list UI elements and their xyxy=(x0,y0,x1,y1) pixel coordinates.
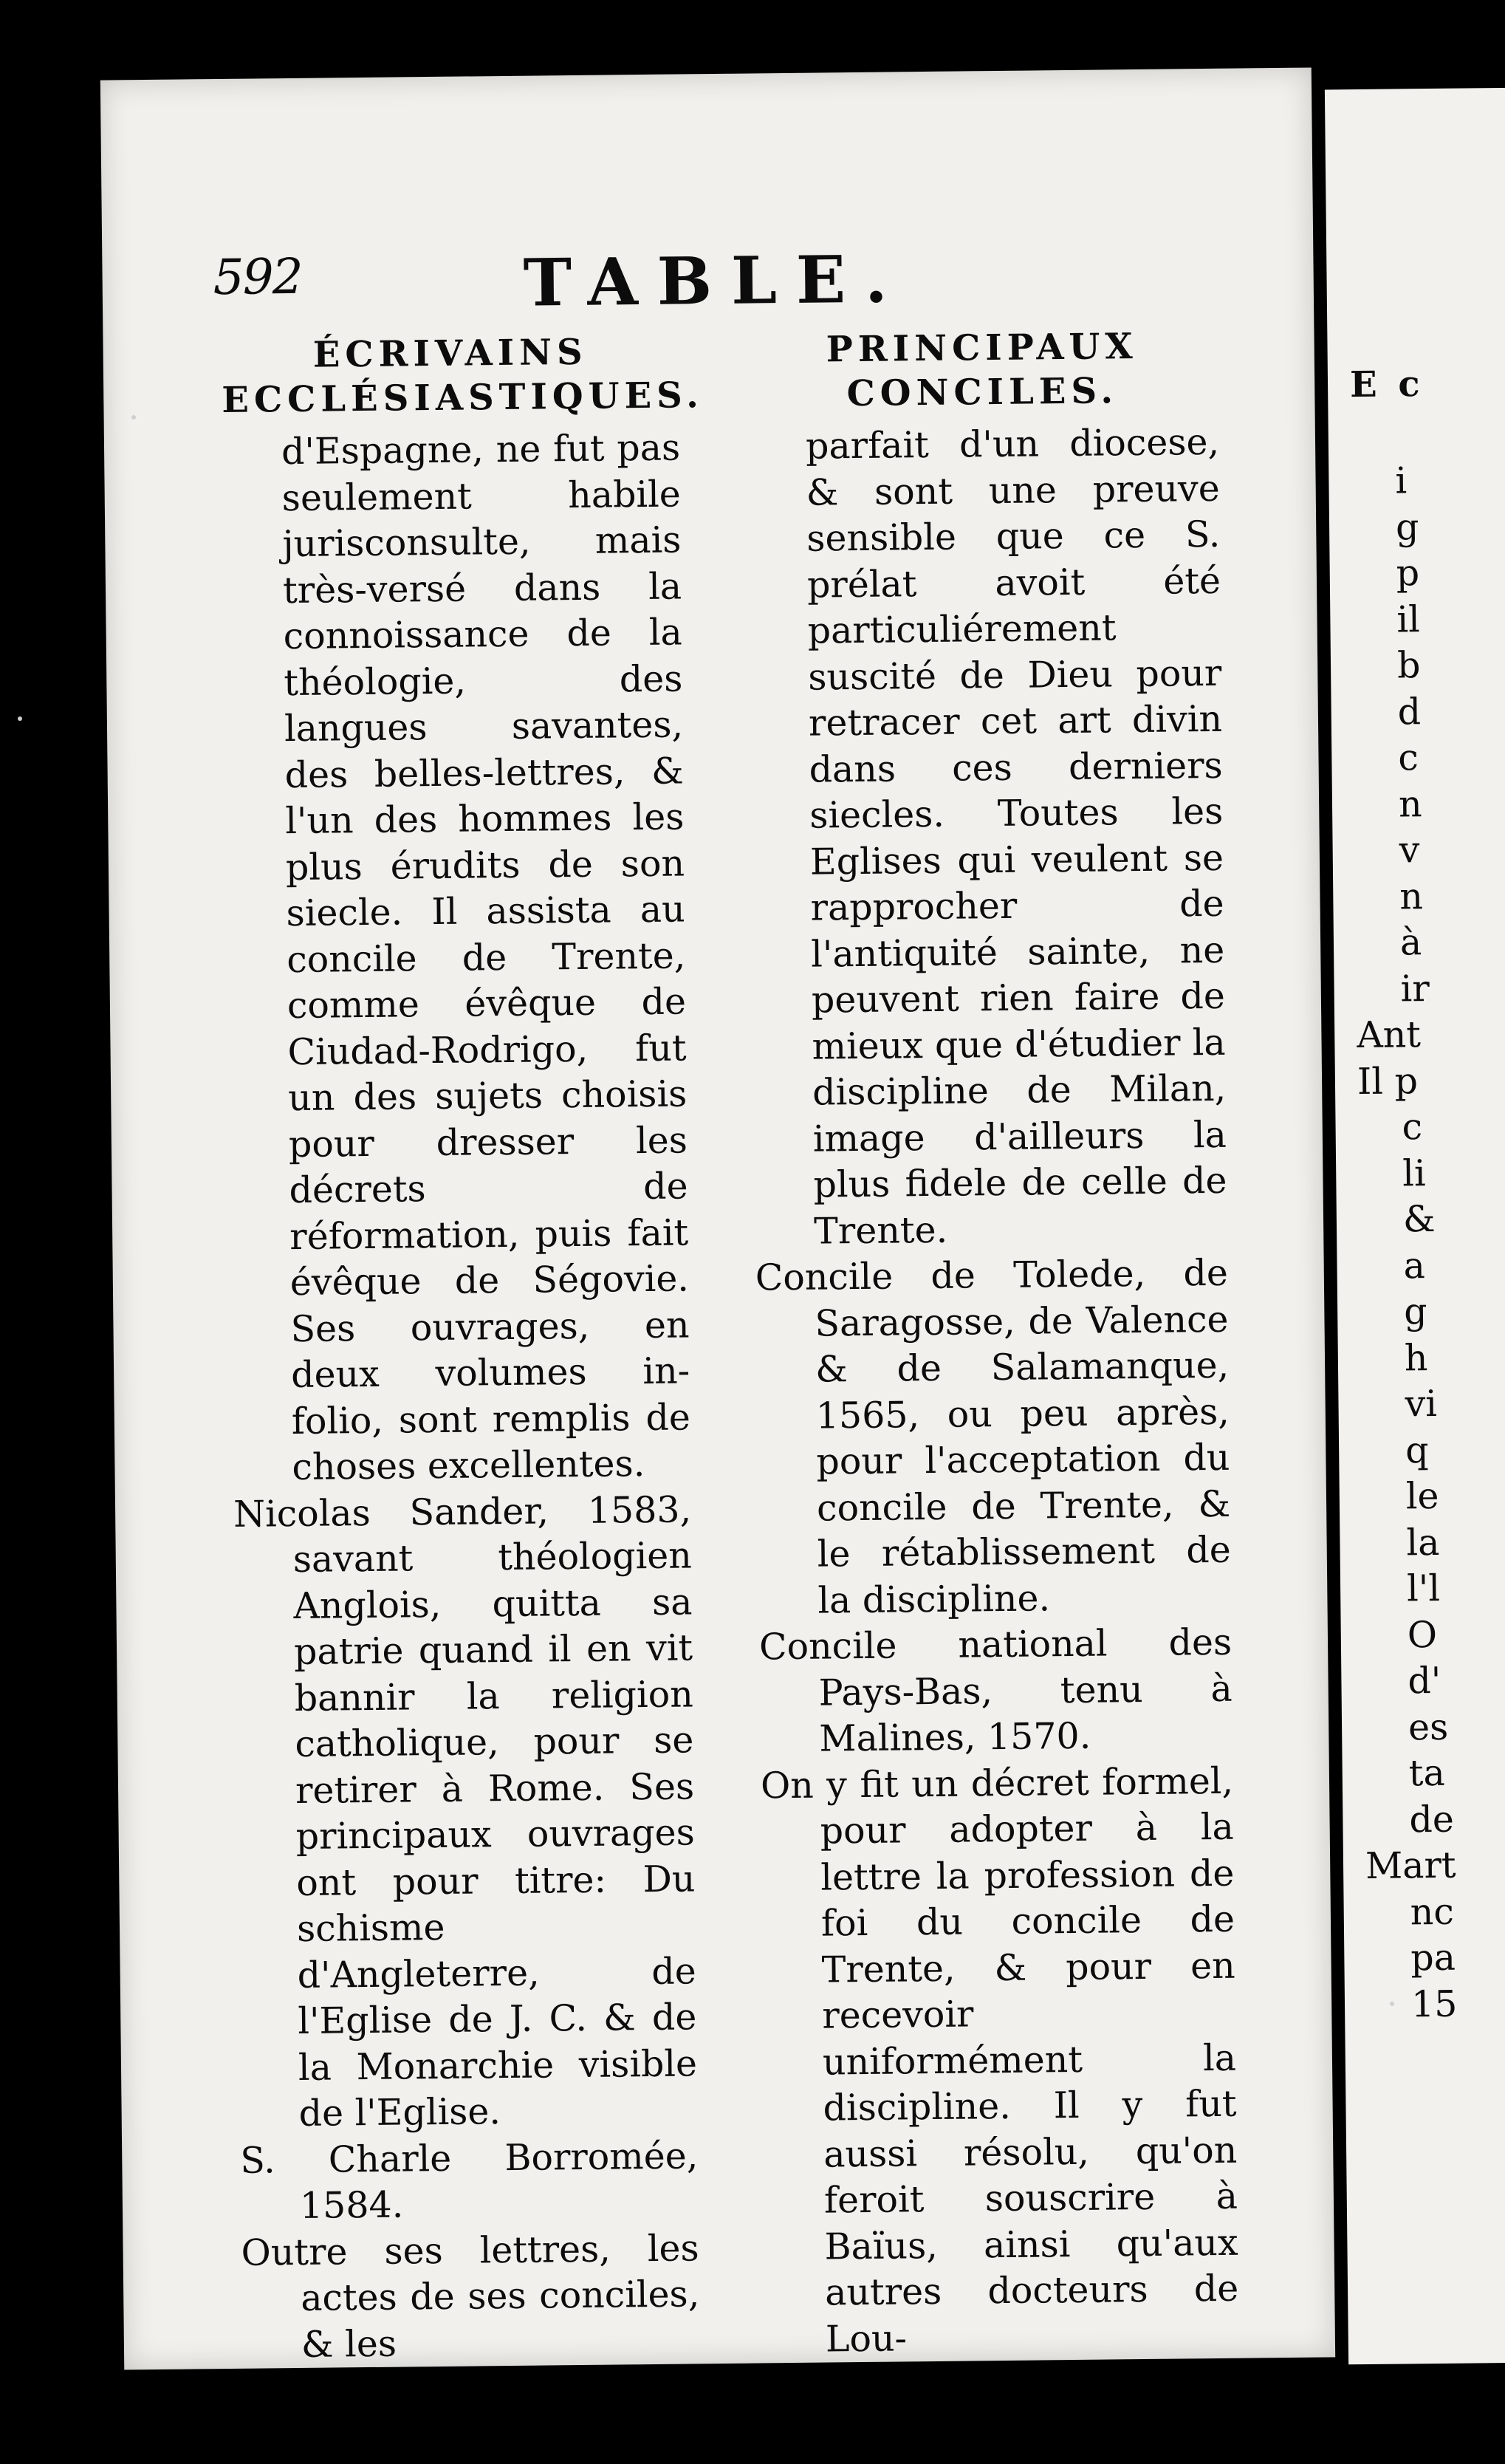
fragment-line: li xyxy=(1402,1151,1426,1194)
fragment-line: O xyxy=(1407,1613,1438,1656)
fragment-line: Ant xyxy=(1356,1013,1422,1057)
fragment-line: i xyxy=(1395,459,1408,502)
left-page xyxy=(100,67,1335,2369)
list-item: parfait d'un diocese, & sont une preuve sensible que ce S. prélat avoit été particuliérement suscité de Dieu pour retracer cet art divin dans ces derniers siecles. Toutes les Eglises qui veulent se rapprocher de l'antiquité sainte, ne peuvent rien faire de mieux que d'étudier la discipline de Milan, image d'ailleurs la plus fidele de celle de Trente. xyxy=(805,420,1227,1253)
fragment-line: c xyxy=(1398,736,1419,779)
fragment-line: à xyxy=(1399,921,1422,964)
list-item: On y fit un décret formel, pour adopter à la lettre la profession de foi du concile de Trente, & pour en recevoir uniformément la discipline. Il y fut aussi résolu, qu'on feroit souscrire à Baïus, ainsi qu'aux autres docteurs de Lou- xyxy=(760,1759,1239,2361)
fragment-line: p xyxy=(1396,552,1420,595)
fragment-line: le xyxy=(1405,1474,1439,1518)
fragment-line: h xyxy=(1404,1336,1428,1379)
next-page-fragment xyxy=(1350,361,1505,2028)
right-column xyxy=(745,324,1239,2364)
fragment-line: n xyxy=(1398,782,1422,825)
page-number: 592 xyxy=(213,247,302,307)
left-column-heading: ÉCRIVAINS ECCLÉSIASTIQUES. xyxy=(222,331,704,421)
fragment-line: Il p xyxy=(1357,1059,1419,1103)
fragment-line: es xyxy=(1408,1705,1449,1748)
fragment-line: ir xyxy=(1400,967,1430,1010)
fragment-line: v xyxy=(1399,829,1420,872)
fragment-line: Mart xyxy=(1365,1844,1456,1887)
page-header xyxy=(213,224,1218,330)
list-item: Outre ses lettres, les actes de ses conciles, & les xyxy=(241,2226,700,2366)
fragment-line: g xyxy=(1403,1290,1427,1333)
fragment-line: a xyxy=(1403,1244,1426,1287)
list-item: S. Charle Borromée, 1584. xyxy=(240,2134,699,2227)
next-page-heading-fragment: E c xyxy=(1349,363,1425,406)
fragment-line: vi xyxy=(1405,1382,1438,1426)
left-entry-list xyxy=(222,425,700,2368)
right-entry-list xyxy=(747,420,1239,2364)
scan-speck xyxy=(18,716,22,721)
list-item: Concile national des Pays-Bas, tenu à Malines, 1570. xyxy=(758,1621,1233,1760)
fragment-line: b xyxy=(1396,644,1421,687)
fragment-line: 15 xyxy=(1410,1982,1458,2025)
fragment-line: nc xyxy=(1410,1890,1455,1933)
fragment-line: d' xyxy=(1408,1659,1441,1702)
right-column-heading: PRINCIPAUX CONCILES. xyxy=(826,325,1138,415)
next-page-edge xyxy=(1325,88,1505,2365)
fragment-line: il xyxy=(1396,598,1421,640)
fragment-line: q xyxy=(1405,1428,1429,1471)
running-title: TABLE. xyxy=(523,240,908,321)
fragment-line: n xyxy=(1399,875,1424,917)
fragment-line: la xyxy=(1406,1521,1440,1564)
list-item: Nicolas Sander, 1583, savant théologien Anglois, quitta sa patrie quand il en vit bannir la religion catholique, pour se retirer à Rome. Ses principaux ouvrages ont pour titre: Du schisme d'Angleterre, de l'Eglise de J. C. & de la Monarchie visible de l'Eglise. xyxy=(233,1488,698,2135)
fragment-line-list xyxy=(1351,457,1505,2028)
fragment-line: g xyxy=(1395,505,1419,548)
fragment-line: pa xyxy=(1410,1936,1456,1979)
left-column xyxy=(221,329,704,2368)
scan-speck xyxy=(131,415,136,420)
list-item: d'Espagne, ne fut pas seulement habile jurisconsulte, mais très-versé dans la connoissance de la théologie, des langues savantes, des belles-lettres, & l'un des hommes les plus érudits de son siecle. Il assista au concile de Trente, comme évêque de Ciudad-Rodrigo, fut un des sujets choisis pour dresser les décrets de réformation, puis fait évêque de Ségovie. Ses ouvrages, en deux volumes in-folio, sont remplis de choses excellentes. xyxy=(281,426,691,1489)
fragment-line: ta xyxy=(1408,1751,1445,1795)
fragment-line: & xyxy=(1402,1197,1436,1241)
fragment-line: d xyxy=(1397,690,1422,733)
fragment-line: l'l xyxy=(1406,1567,1441,1610)
fragment-line: c xyxy=(1402,1106,1423,1149)
list-item: Concile de Tolede, de Saragosse, de Valence & de Salamanque, 1565, ou peu après, pour l'acceptation du concile de Trente, & le rétablissement de la discipline. xyxy=(755,1251,1232,1622)
fragment-line: de xyxy=(1409,1798,1455,1841)
scan-speck xyxy=(1390,2002,1394,2006)
